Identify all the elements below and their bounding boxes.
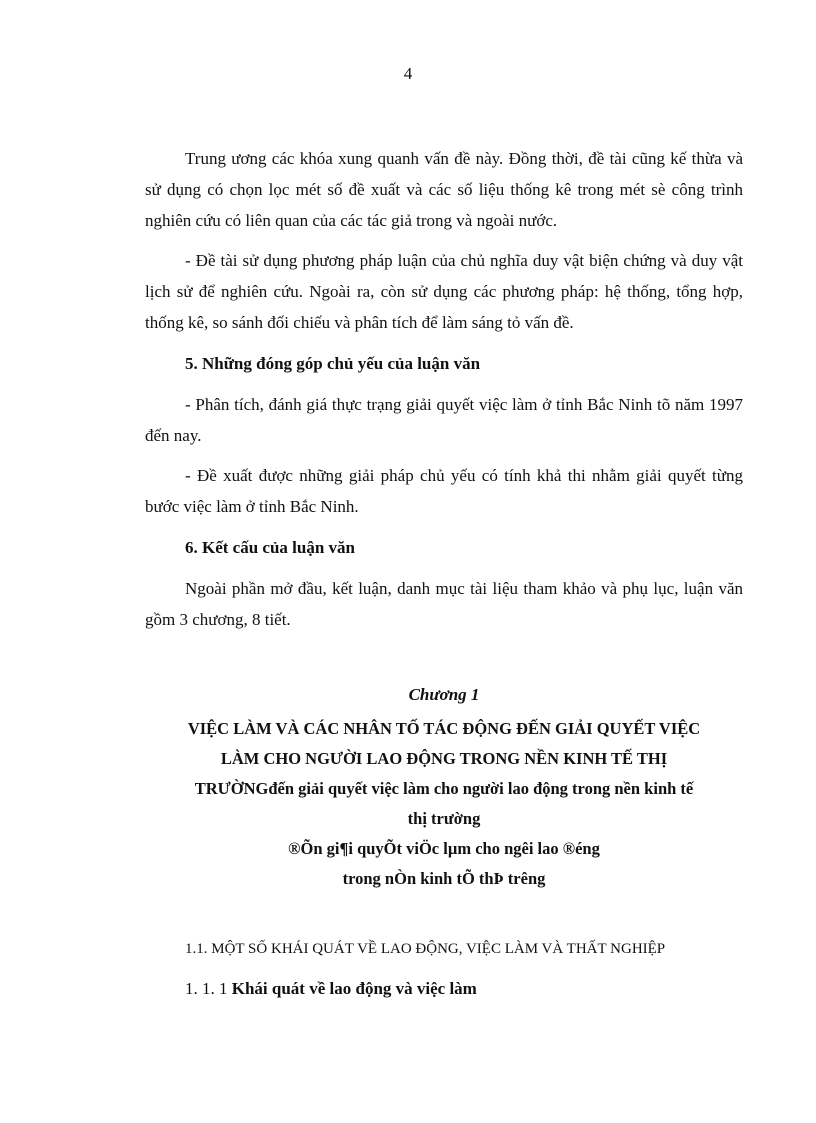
section-1-1-1-title: Khái quát về lao động và việc làm [231,979,477,998]
page-content [145,143,743,1004]
chapter-title-line-4: thị trường [407,809,481,828]
section-1-1-1-heading [185,973,743,1004]
section-6-heading: 6. Kết cấu của luận văn [185,538,356,557]
paragraph-methodology-methods: - Đề tài sử dụng phương pháp luận của chủ nghĩa duy vật biện chứng và duy vật lịch sử để nghiên cứu. Ngoài ra, còn sử dụng các phương pháp: hệ thống, tổng hợp, thống kê, so sánh đối chiếu và phân tích để làm sáng tỏ vấn đề. [145,251,743,332]
chapter-subtitle-legacy-line-1: ®Õn gi¶i quyÕt viÖc lµm cho ngêi lao ®éng [288,839,600,858]
chapter-subtitle-legacy-line-2: trong nÒn kinh tÕ thÞ trêng [342,869,546,888]
section-5-heading: 5. Những đóng góp chủ yếu của luận văn [185,354,481,373]
chapter-title-line-2: LÀM CHO NGƯỜI LAO ĐỘNG TRONG NỀN KINH TẾ THỊ [220,749,668,768]
section-1-1-1-number: 1. 1. 1 [185,979,228,998]
section-6-structure-text: Ngoài phần mở đầu, kết luận, danh mục tài liệu tham khảo và phụ lục, luận văn gồm 3 chương, 8 tiết. [145,579,743,629]
section-5-item-analysis: - Phân tích, đánh giá thực trạng giải quyết việc làm ở tỉnh Bắc Ninh tõ năm 1997 đến nay. [145,395,743,445]
section-1-1-heading: 1.1. MỘT SỐ KHÁI QUÁT VỀ LAO ĐỘNG, VIỆC LÀM VÀ THẤT NGHIỆP [185,941,666,957]
chapter-title-line-3: TRƯỜNGđến giải quyết việc làm cho người lao động trong nền kinh tế [194,779,694,798]
chapter-label: Chương 1 [408,685,480,704]
chapter-title-line-1: VIỆC LÀM VÀ CÁC NHÂN TỐ TÁC ĐỘNG ĐẾN GIẢI QUYẾT VIỆC [187,719,701,738]
paragraph-methodology-sources: Trung ương các khóa xung quanh vấn đề này. Đồng thời, đề tài cũng kế thừa và sử dụng có chọn lọc mét số đề xuất và các số liệu thống kê trong mét sè công trình nghiên cứu có liên quan của các tác giả trong và ngoài nước. [145,149,743,230]
page-number: 4 [403,64,413,83]
section-5-item-solutions: - Đề xuất được những giải pháp chủ yếu có tính khả thi nhằm giải quyết từng bước việc làm ở tỉnh Bắc Ninh. [145,466,743,516]
